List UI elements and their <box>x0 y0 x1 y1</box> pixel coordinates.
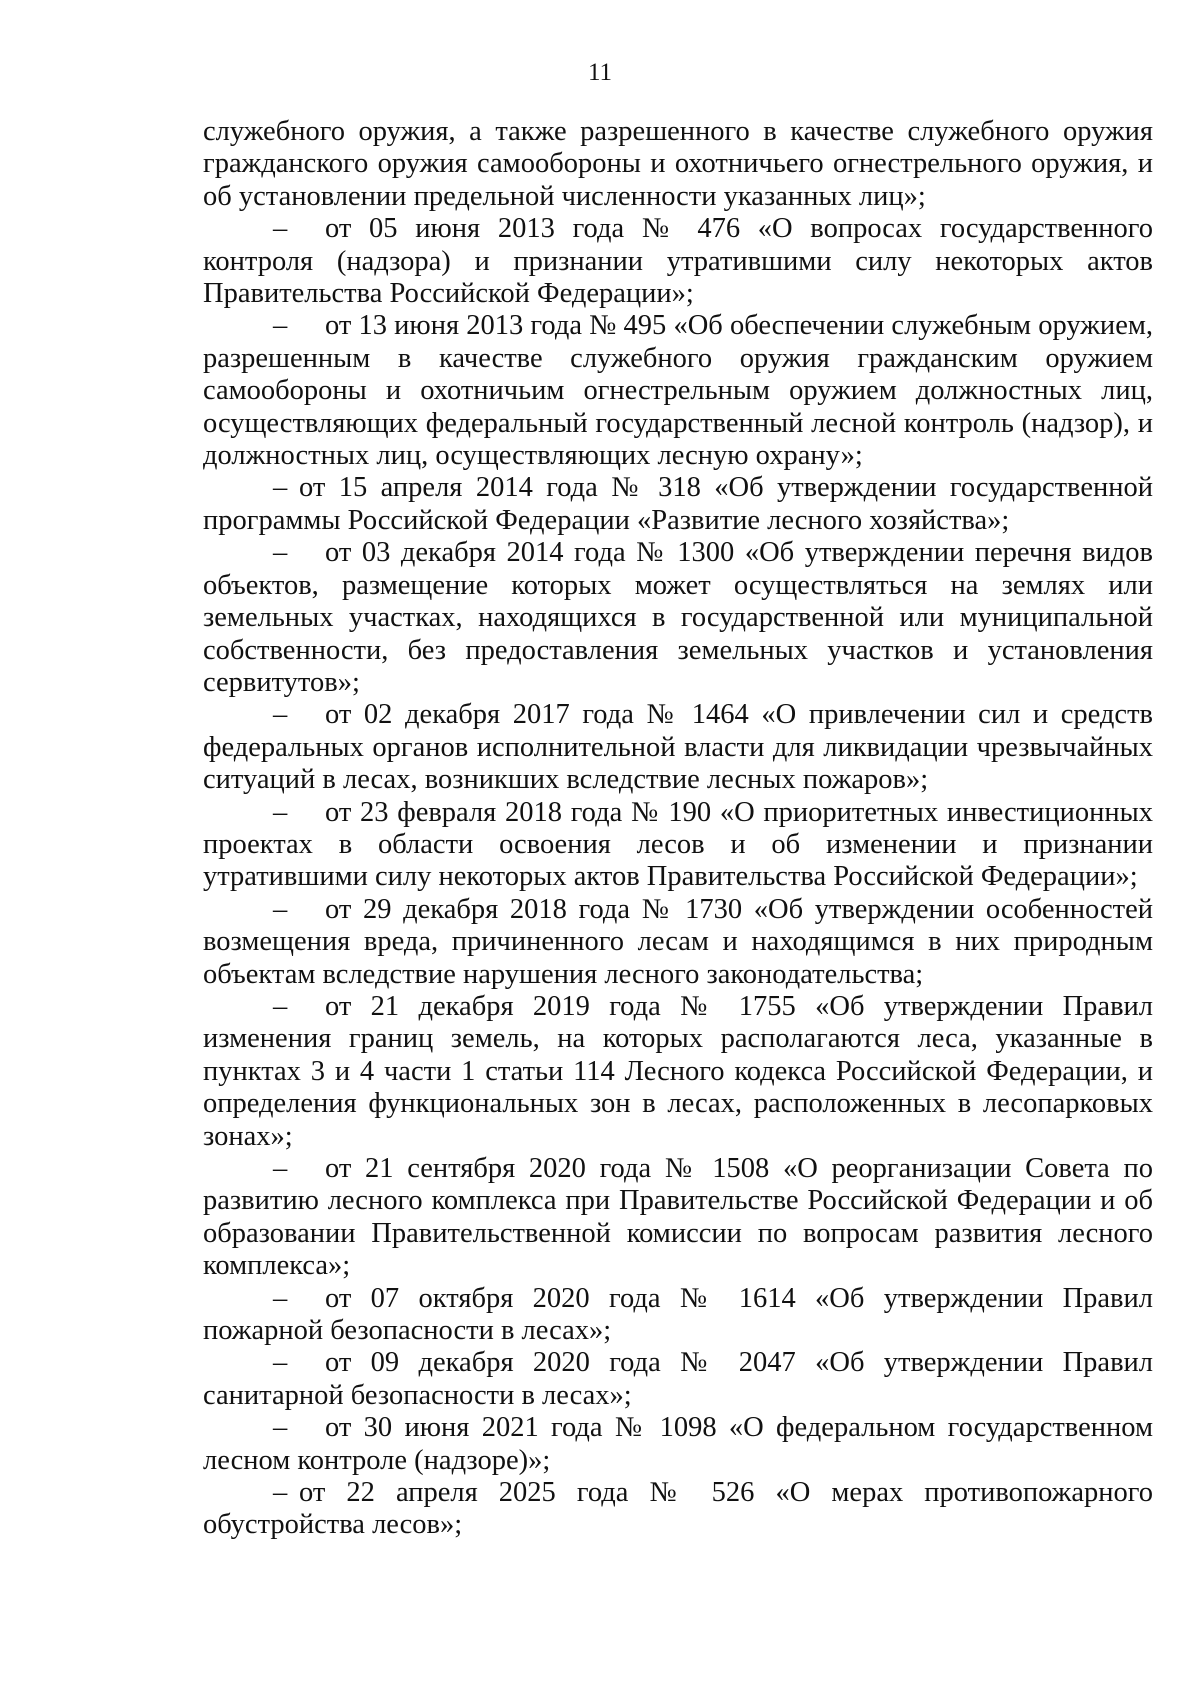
list-item <box>203 310 1153 472</box>
list-item <box>203 894 1153 991</box>
list-item-text: от 21 сентября 2020 года № 1508 «О реорганизации Совета по развитию лесного комплекса при Правительстве Российской Федерации и об образовании Правительственной комиссии по вопросам развития лесного комплекса»; <box>203 1153 1153 1282</box>
list-item <box>203 537 1153 699</box>
list-item <box>203 991 1153 1153</box>
list-item <box>203 1153 1153 1283</box>
list-dash: – <box>273 1282 288 1314</box>
list-item-text: от 03 декабря 2014 года № 1300 «Об утверждении перечня видов объектов, размещение которых может осуществляться на землях или земельных участках, находящихся в государственной или муниципальной собственности, без предоставления земельных участков и установления сервитутов»; <box>203 537 1153 698</box>
list-item <box>203 1347 1153 1412</box>
list-item-text: от 13 июня 2013 года № 495 «Об обеспечении служебным оружием, разрешенным в качестве служебного оружия гражданским оружием самообороны и охотничьим огнестрельным оружием должностных лиц, осуществляющих федеральный государственный лесной контроль (надзор), и должностных лиц, осуществляющих лесную охрану»; <box>203 310 1153 472</box>
list-item <box>203 797 1153 894</box>
list-dash: – <box>273 699 288 731</box>
list-item <box>203 699 1153 796</box>
list-item <box>203 1283 1153 1348</box>
list-dash: – <box>273 1412 288 1444</box>
list-dash: – <box>273 1153 288 1184</box>
intro-paragraph: служебного оружия, а также разрешенного в качестве служебного оружия гражданского оружия самообороны и охотничьего огнестрельного оружия, и об установлении предельной численности указанных лиц»; <box>203 116 1153 212</box>
list-item <box>203 1412 1153 1477</box>
list-item-text: от 07 октября 2020 года № 1614 «Об утверждении Правил пожарной безопасности в лесах»; <box>203 1282 1153 1347</box>
page-number: 11 <box>587 59 613 86</box>
list-item-text: от 22 апреля 2025 года № 526 «О мерах противопожарного обустройства лесов»; <box>203 1477 1153 1541</box>
list-item-text: от 05 июня 2013 года № 476 «О вопросах государственного контроля (надзора) и признании утратившими силу некоторых актов Правительства Российской Федерации»; <box>203 213 1153 310</box>
list-dash: – <box>273 796 288 828</box>
list-item-text: от 23 февраля 2018 года № 190 «О приоритетных инвестиционных проектах в области освоения лесов и об изменении и признании утратившими силу некоторых актов Правительства Российской Федерации»; <box>203 796 1153 893</box>
list-dash: – <box>273 1347 288 1379</box>
list-dash: – <box>273 310 288 342</box>
list-item-text: от 29 декабря 2018 года № 1730 «Об утверждении особенностей возмещения вреда, причиненного лесам и находящимся в них природным объектам вследствие нарушения лесного законодательства; <box>203 893 1153 990</box>
list-item-text: от 09 декабря 2020 года № 2047 «Об утверждении Правил санитарной безопасности в лесах»; <box>203 1347 1153 1411</box>
list-item-text: от 21 декабря 2019 года № 1755 «Об утверждении Правил изменения границ земель, на которых располагаются леса, указанные в пунктах 3 и 4 части 1 статьи 114 Лесного кодекса Российской Федерации, и определения функциональных зон в лесах, расположенных в лесопарковых зонах»; <box>203 990 1153 1152</box>
document-body <box>203 116 1153 1542</box>
list-dash: – <box>273 1477 288 1509</box>
list-item-text: от 02 декабря 2017 года № 1464 «О привлечении сил и средств федеральных органов исполнительной власти для ликвидации чрезвычайных ситуаций в лесах, возникших вследствие лесных пожаров»; <box>203 699 1153 796</box>
list-item-text: от 30 июня 2021 года № 1098 «О федеральном государственном лесном контроле (надзоре)»; <box>203 1412 1153 1476</box>
list-item-text: от 15 апреля 2014 года № 318 «Об утверждении государственной программы Российской Федерации «Развитие лесного хозяйства»; <box>203 472 1153 536</box>
list-dash: – <box>273 537 288 569</box>
list-item <box>203 472 1153 537</box>
list-dash: – <box>273 472 288 504</box>
list-item <box>203 213 1153 310</box>
list-dash: – <box>273 893 288 925</box>
list-item <box>203 1477 1153 1542</box>
list-dash: – <box>273 990 288 1022</box>
list-dash: – <box>273 213 288 245</box>
